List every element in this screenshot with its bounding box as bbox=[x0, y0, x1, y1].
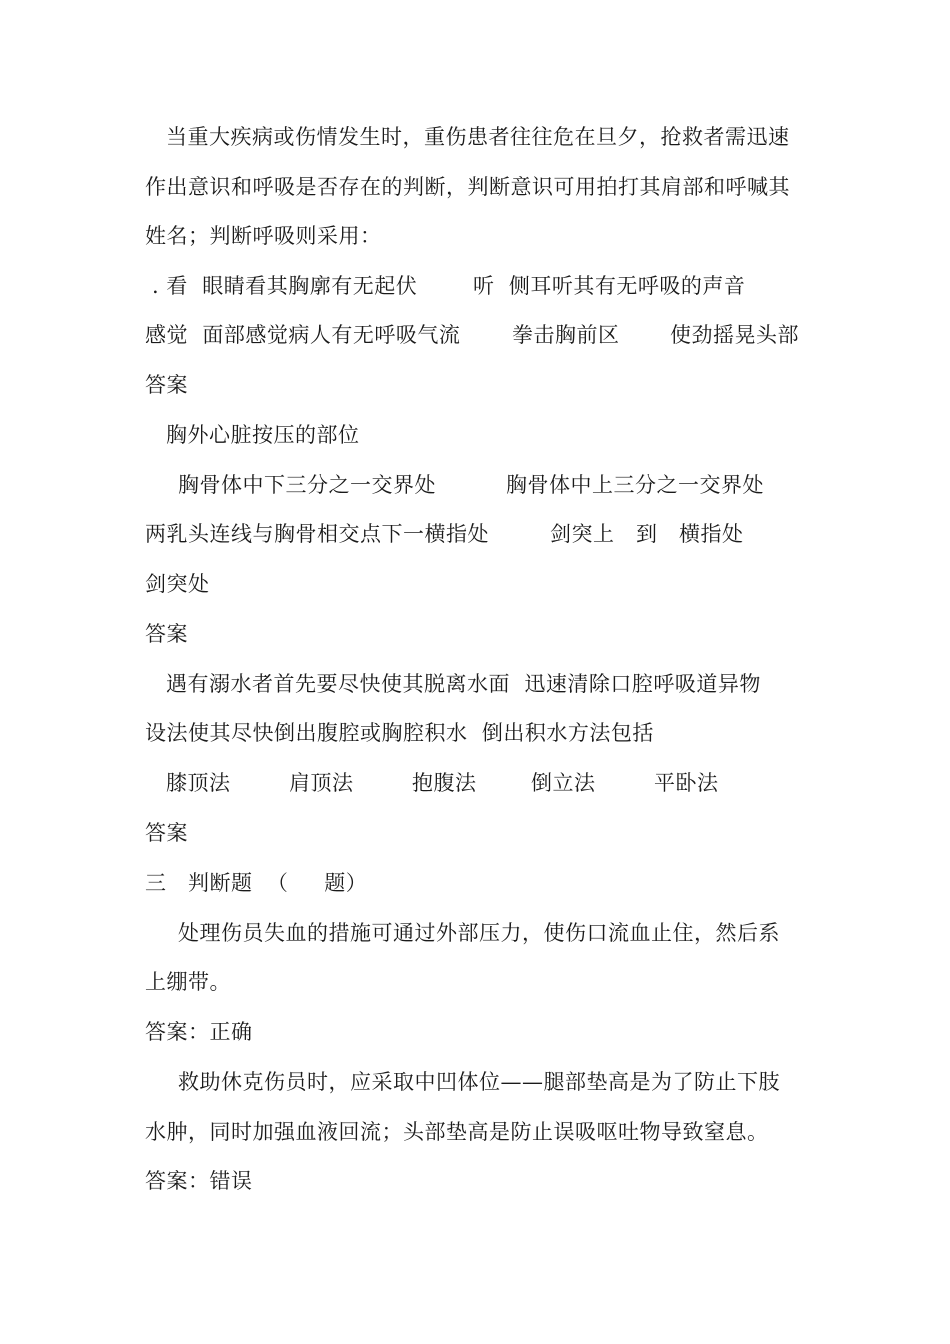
q1-stem-line3: 姓名；判断呼吸则采用： bbox=[145, 224, 382, 248]
q1-option-e: 使劲摇晃头部 bbox=[670, 323, 799, 347]
q2-option-b: 胸骨体中上三分之一交界处 bbox=[506, 473, 764, 497]
q1-option-a: . 看 眼睛看其胸廓有无起伏 bbox=[152, 274, 418, 298]
judge2-line2: 水肿，同时加强血液回流；头部垫高是防止误吸呕吐物导致窒息。 bbox=[145, 1120, 769, 1144]
q2-option-d: 剑突上 到 横指处 bbox=[550, 522, 744, 546]
q2-option-a: 胸骨体中下三分之一交界处 bbox=[178, 473, 436, 497]
q3-option-c: 抱腹法 bbox=[412, 771, 477, 795]
judge2-answer: 答案：错误 bbox=[145, 1169, 253, 1193]
q3-answer: 答案 bbox=[145, 821, 188, 845]
q1-option-b: 听 侧耳听其有无呼吸的声音 bbox=[473, 274, 746, 298]
q3-stem-line1: 遇有溺水者首先要尽快使其脱离水面 迅速清除口腔呼吸道异物 bbox=[166, 672, 761, 696]
section-title: 三 判断题 （ 题） bbox=[145, 871, 368, 895]
q1-option-c: 感觉 面部感觉病人有无呼吸气流 bbox=[145, 323, 461, 347]
q3-option-d: 倒立法 bbox=[531, 771, 596, 795]
judge1-line2: 上绷带。 bbox=[145, 970, 231, 994]
q2-answer: 答案 bbox=[145, 622, 188, 646]
q3-option-a: 膝顶法 bbox=[166, 771, 231, 795]
q1-stem-line2: 作出意识和呼吸是否存在的判断，判断意识可用拍打其肩部和呼喊其 bbox=[145, 175, 790, 199]
q2-option-c: 两乳头连线与胸骨相交点下一横指处 bbox=[145, 522, 489, 546]
judge1-answer: 答案：正确 bbox=[145, 1020, 253, 1044]
q3-stem-line2: 设法使其尽快倒出腹腔或胸腔积水 倒出积水方法包括 bbox=[145, 721, 654, 745]
q3-option-b: 肩顶法 bbox=[289, 771, 354, 795]
judge1-line1: 处理伤员失血的措施可通过外部压力，使伤口流血止住，然后系 bbox=[178, 921, 780, 945]
q3-option-e: 平卧法 bbox=[654, 771, 719, 795]
q1-answer: 答案 bbox=[145, 373, 188, 397]
q2-option-e: 剑突处 bbox=[145, 572, 210, 596]
q2-stem: 胸外心脏按压的部位 bbox=[166, 423, 360, 447]
judge2-line1: 救助休克伤员时，应采取中凹体位——腿部垫高是为了防止下肢 bbox=[178, 1070, 780, 1094]
q1-option-d: 拳击胸前区 bbox=[512, 323, 620, 347]
q1-stem-line1: 当重大疾病或伤情发生时，重伤患者往往危在旦夕，抢救者需迅速 bbox=[166, 125, 790, 149]
